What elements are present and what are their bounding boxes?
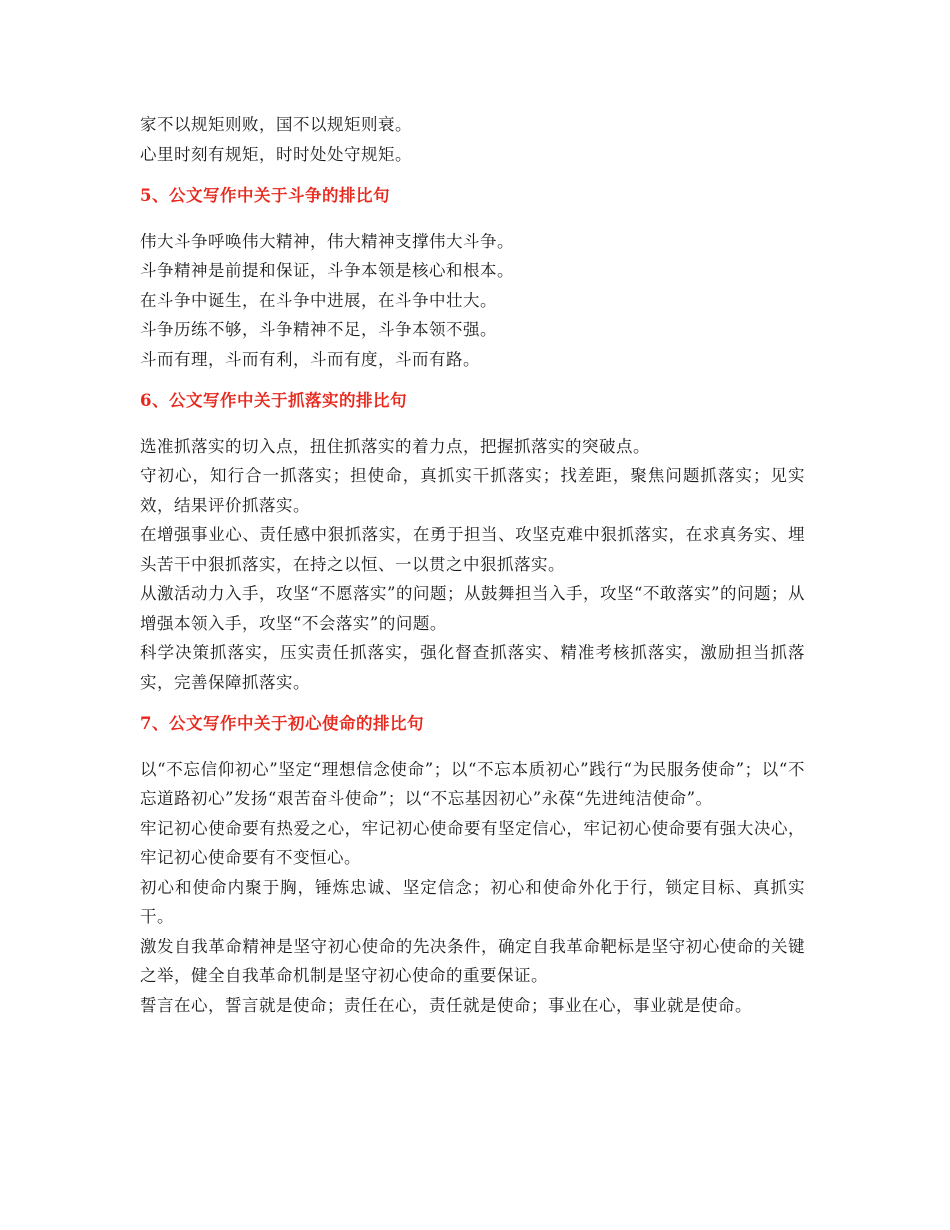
paragraph: 誓言在心，誓言就是使命；责任在心，责任就是使命；事业在心，事业就是使命。 [140, 995, 752, 1015]
paragraph: 激发自我革命精神是坚守初心使命的先决条件，确定自我革命靶标是坚守初心使命的关键之举，健全自我革命机制是坚守初心使命的重要保证。 [140, 936, 805, 985]
section-implementation [140, 386, 805, 697]
intro-block [140, 110, 805, 169]
section-heading: 6、公文写作中关于抓落实的排比句 [140, 391, 407, 410]
section-heading: 5、公文写作中关于斗争的排比句 [140, 186, 390, 205]
paragraph: 斗争历练不够，斗争精神不足，斗争本领不强。 [140, 320, 497, 339]
paragraph: 初心和使命内聚于胸，锤炼忠诚、坚定信念；初心和使命外化于行，锁定目标、真抓实干。 [140, 877, 805, 926]
paragraph: 以“不忘信仰初心”坚定“理想信念使命”；以“不忘本质初心”践行“为民服务使命”；以“不忘道路初心”发扬“艰苦奋斗使命”；以“不忘基因初心”永葆“先进纯洁使命”。 [140, 759, 805, 808]
paragraph: 牢记初心使命要有热爱之心，牢记初心使命要有坚定信心，牢记初心使命要有强大决心，牢记初心使命要有不变恒心。 [140, 818, 805, 867]
paragraph: 在斗争中诞生，在斗争中进展，在斗争中壮大。 [140, 290, 497, 310]
paragraph: 在增强事业心、责任感中狠抓落实，在勇于担当、攻坚克难中狠抓落实，在求真务实、埋头苦干中狠抓落实，在持之以恒、一以贯之中狠抓落实。 [140, 525, 805, 574]
paragraph: 科学决策抓落实，压实责任抓落实，强化督查抓落实、精准考核抓落实，激励担当抓落实，完善保障抓落实。 [140, 643, 805, 692]
section-heading: 7、公文写作中关于初心使命的排比句 [140, 714, 424, 733]
paragraph: 斗争精神是前提和保证，斗争本领是核心和根本。 [140, 261, 514, 280]
paragraph: 伟大斗争呼唤伟大精神，伟大精神支撑伟大斗争。 [140, 231, 514, 251]
section-struggle [140, 181, 805, 374]
document-page [140, 110, 805, 1020]
section-original-mission [140, 709, 805, 1020]
paragraph: 家不以规矩则败，国不以规矩则衰。 [140, 115, 412, 134]
paragraph: 心里时刻有规矩，时时处处守规矩。 [140, 144, 412, 164]
paragraph: 从激活动力入手，攻坚“不愿落实”的问题；从鼓舞担当入手，攻坚“不敢落实”的问题；从增强本领入手，攻坚“不会落实”的问题。 [140, 584, 805, 633]
paragraph: 守初心，知行合一抓落实；担使命，真抓实干抓落实；找差距，聚焦问题抓落实；见实效，结果评价抓落实。 [140, 466, 805, 515]
paragraph: 选准抓落实的切入点，扭住抓落实的着力点，把握抓落实的突破点。 [140, 436, 650, 456]
paragraph: 斗而有理，斗而有利，斗而有度，斗而有路。 [140, 349, 480, 369]
